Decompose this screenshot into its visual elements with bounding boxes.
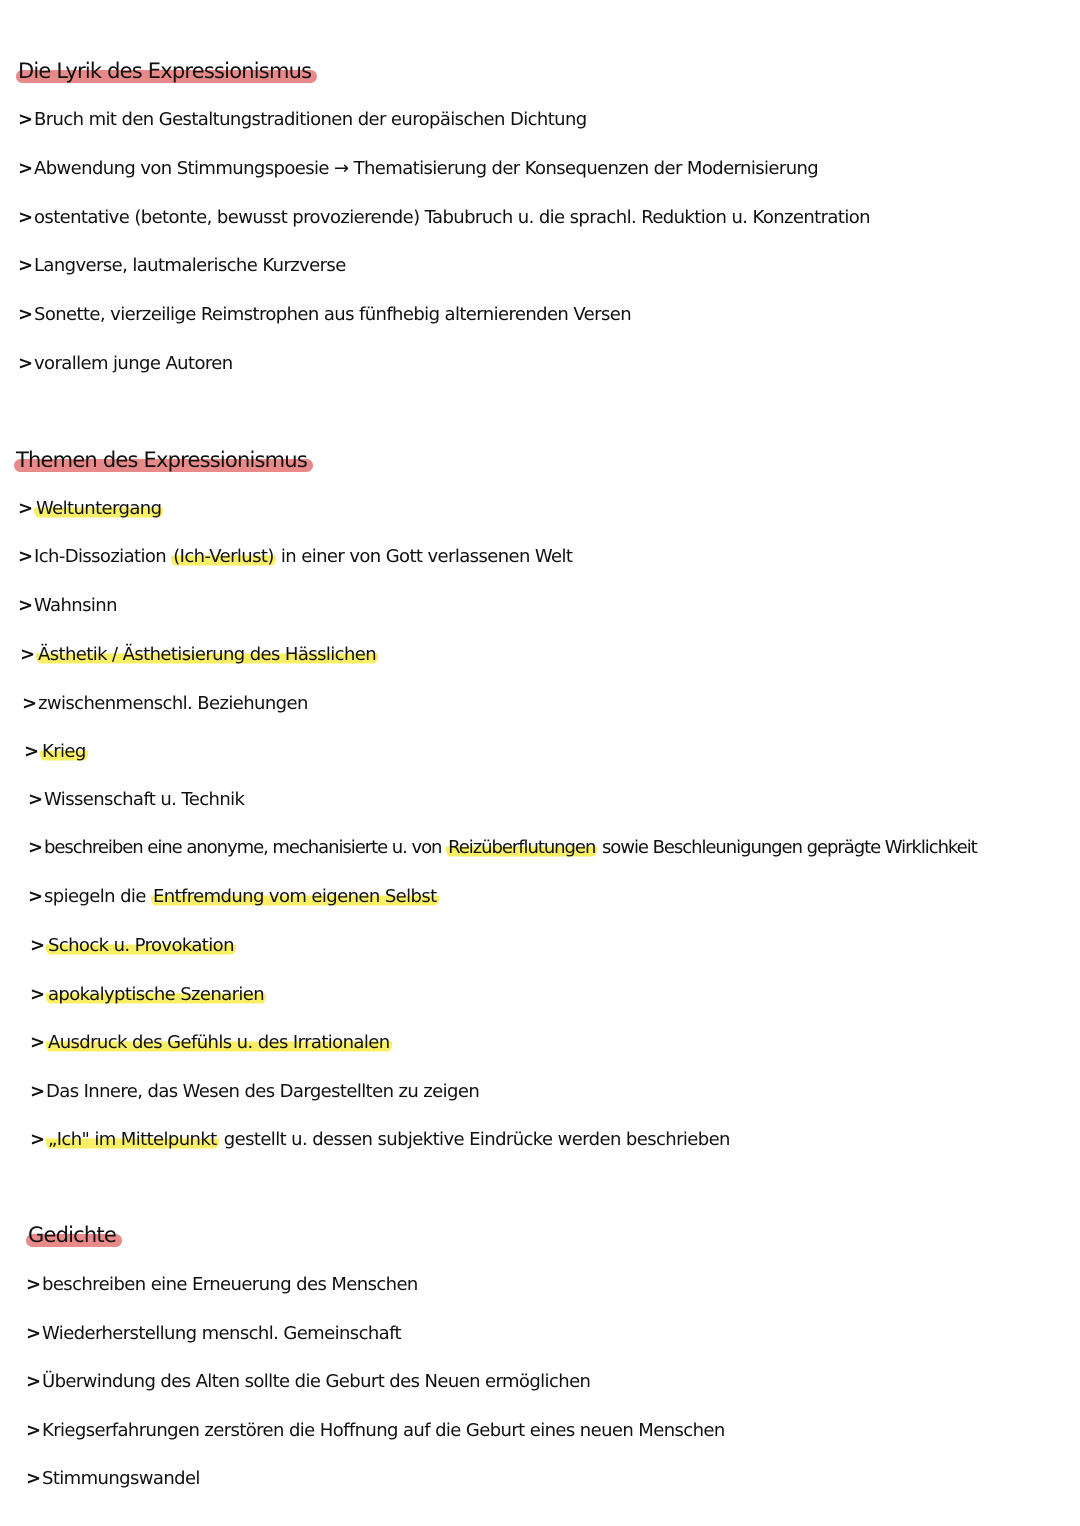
item-text: in einer von Gott verlassenen Welt <box>275 546 573 567</box>
list-item <box>22 692 308 716</box>
item-text: Bruch mit den Gestaltungstraditionen der europäischen Dichtung <box>34 109 587 130</box>
list-item <box>26 1467 200 1491</box>
highlighted-text: Schock u. Provokation <box>48 935 234 956</box>
item-text: Abwendung von Stimmungspoesie → Thematisierung der Konsequenzen der Modernisierung <box>34 158 819 179</box>
arrow-right-icon: > <box>22 693 37 714</box>
item-text: sowie Beschleunigungen geprägte Wirklichkeit <box>597 837 977 858</box>
item-text: spiegeln die <box>44 886 151 907</box>
arrow-right-icon: > <box>18 498 33 519</box>
item-text: gestellt u. dessen subjektive Eindrücke werden beschrieben <box>218 1129 730 1150</box>
list-item <box>30 1128 730 1152</box>
list-item <box>24 740 88 764</box>
highlighted-text: Ausdruck des Gefühls u. des Irrationalen <box>48 1032 390 1053</box>
item-text: Sonette, vierzeilige Reimstrophen aus fünfhebig alternierenden Versen <box>34 304 632 325</box>
list-item <box>30 1031 392 1055</box>
item-text: Überwindung des Alten sollte die Geburt des Neuen ermöglichen <box>42 1371 591 1392</box>
item-text: Ich-Dissoziation <box>34 546 172 567</box>
arrow-right-icon: > <box>18 207 33 228</box>
arrow-right-icon: > <box>28 789 43 810</box>
arrow-right-icon: > <box>30 1032 45 1053</box>
arrow-right-icon: > <box>18 546 33 567</box>
item-text: Wahnsinn <box>34 595 117 616</box>
list-item <box>30 983 266 1007</box>
highlighted-text: (Ich-Verlust) <box>173 546 274 567</box>
list-item <box>18 108 587 132</box>
list-item <box>18 594 117 618</box>
highlighted-text: „Ich" im Mittelpunkt <box>48 1129 217 1150</box>
arrow-right-icon: > <box>26 1468 41 1489</box>
item-text: beschreiben eine anonyme, mechanisierte u. von <box>44 837 447 858</box>
item-text: Kriegserfahrungen zerstören die Hoffnung auf die Geburt eines neuen Menschen <box>42 1420 725 1441</box>
list-item <box>28 885 439 909</box>
arrow-right-icon: > <box>26 1274 41 1295</box>
list-item <box>18 254 346 278</box>
arrow-right-icon: > <box>28 886 43 907</box>
arrow-right-icon: > <box>26 1323 41 1344</box>
list-item <box>28 788 244 812</box>
arrow-right-icon: > <box>18 595 33 616</box>
item-text: vorallem junge Autoren <box>34 353 233 374</box>
section-heading: Themen des Expressionismus <box>14 447 313 473</box>
list-item <box>20 643 378 667</box>
highlighted-text: Ästhetik / Ästhetisierung des Hässlichen <box>38 644 377 665</box>
arrow-right-icon: > <box>24 741 39 762</box>
list-item <box>18 157 818 181</box>
arrow-right-icon: > <box>26 1371 41 1392</box>
list-item <box>18 352 233 376</box>
arrow-right-icon: > <box>30 935 45 956</box>
arrow-right-icon: > <box>30 1081 45 1102</box>
highlighted-text: Entfremdung vom eigenen Selbst <box>152 886 437 907</box>
item-text: Langverse, lautmalerische Kurzverse <box>34 255 346 276</box>
arrow-right-icon: > <box>28 837 43 858</box>
highlighted-text: Krieg <box>42 741 86 762</box>
item-text: ostentative (betonte, bewusst provozierende) Tabubruch u. die sprachl. Reduktion u. Konzentration <box>34 207 870 228</box>
arrow-right-icon: > <box>30 984 45 1005</box>
item-text: Stimmungswandel <box>42 1468 200 1489</box>
list-item <box>18 303 631 327</box>
section-heading: Die Lyrik des Expressionismus <box>16 58 317 84</box>
list-item <box>26 1370 590 1394</box>
arrow-right-icon: > <box>18 158 33 179</box>
item-text: Wiederherstellung menschl. Gemeinschaft <box>42 1323 401 1344</box>
arrow-right-icon: > <box>26 1420 41 1441</box>
list-item <box>18 545 572 569</box>
list-item <box>26 1322 401 1346</box>
item-text: beschreiben eine Erneuerung des Menschen <box>42 1274 418 1295</box>
item-text: Wissenschaft u. Technik <box>44 789 245 810</box>
list-item <box>26 1273 418 1297</box>
list-item <box>18 497 163 521</box>
arrow-right-icon: > <box>18 304 33 325</box>
arrow-right-icon: > <box>18 109 33 130</box>
arrow-right-icon: > <box>20 644 35 665</box>
list-item <box>28 836 977 860</box>
item-text: Das Innere, das Wesen des Dargestellten zu zeigen <box>46 1081 480 1102</box>
arrow-right-icon: > <box>18 255 33 276</box>
arrow-right-icon: > <box>30 1129 45 1150</box>
highlighted-text: Reizüberflutungen <box>448 837 596 858</box>
section-heading: Gedichte <box>26 1222 122 1248</box>
item-text: zwischenmenschl. Beziehungen <box>38 693 308 714</box>
list-item <box>18 206 870 230</box>
arrow-right-icon: > <box>18 353 33 374</box>
highlighted-text: apokalyptische Szenarien <box>48 984 265 1005</box>
list-item <box>26 1419 725 1443</box>
list-item <box>30 934 236 958</box>
highlighted-text: Weltuntergang <box>36 498 162 519</box>
list-item <box>30 1080 479 1104</box>
